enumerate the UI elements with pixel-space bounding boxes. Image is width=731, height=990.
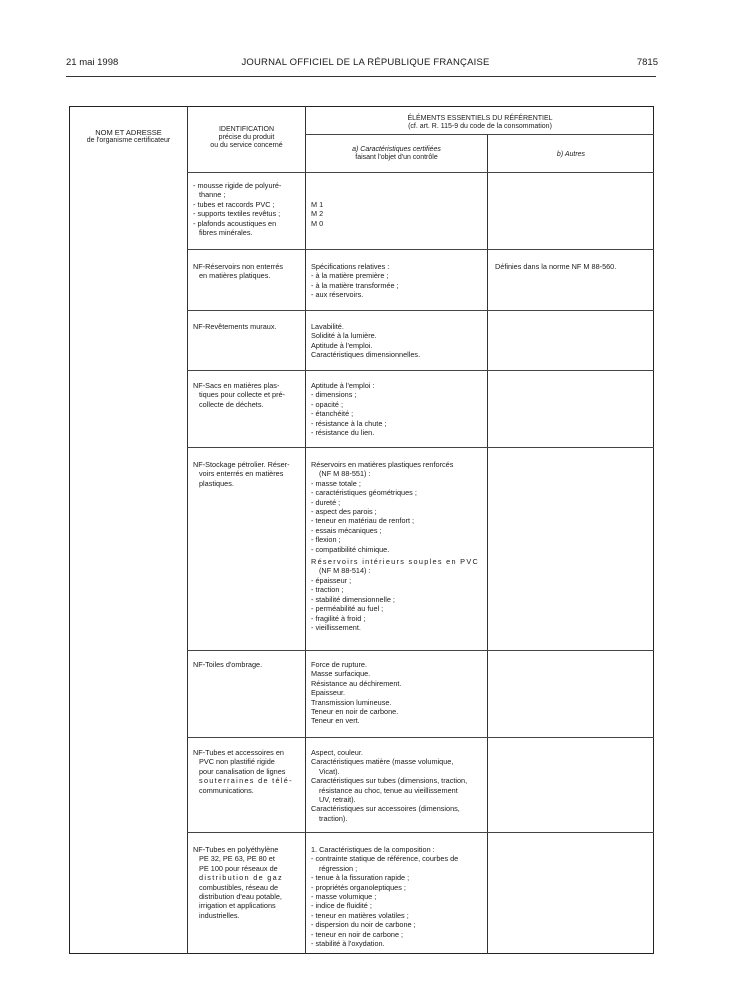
cell-line: Réservoirs en matières plastiques renforcés xyxy=(311,460,454,469)
row-divider xyxy=(187,832,654,833)
cell-line: 1. Caractéristiques de la composition : xyxy=(311,845,435,854)
cell-line: M 2 xyxy=(311,209,324,219)
cell-line: - opacité ; xyxy=(311,399,344,409)
cell-line: - épaisseur ; xyxy=(311,575,352,585)
cell-line: - résistance du lien. xyxy=(311,428,375,438)
cell-line xyxy=(311,181,323,190)
row-divider xyxy=(187,650,654,651)
cell-line: - étanchéité ; xyxy=(311,409,354,419)
column-divider xyxy=(187,106,188,954)
cell-line: - aux réservoirs. xyxy=(311,290,364,300)
column-header-b: b) Autres xyxy=(556,151,586,158)
cell-line: - dureté ; xyxy=(311,497,341,507)
cell-line: - dispersion du noir de carbone ; xyxy=(311,920,416,930)
cell-line: (NF M 88-514) : xyxy=(319,566,371,576)
cell-line: - supports textiles revêtus ; xyxy=(193,209,281,219)
cell-line: Aptitude à l'emploi. xyxy=(311,340,373,350)
column-header-a-line: faisant l'objet d'un contrôle xyxy=(355,154,438,161)
cell-line: - traction ; xyxy=(311,585,344,595)
table-row-5-ident xyxy=(193,660,262,669)
column-header-nom xyxy=(70,129,187,145)
cell-line: - stabilité à l'oxydation. xyxy=(311,939,385,949)
cell-line: - teneur en matériau de renfort ; xyxy=(311,516,415,526)
cell-line: Epaisseur. xyxy=(311,688,346,698)
cell-line: - mousse rigide de polyuré- xyxy=(193,181,282,190)
column-header-a-line: a) Caractéristiques certifiées xyxy=(352,146,441,153)
cell-line: Transmission lumineuse. xyxy=(311,697,392,707)
table-row-0-a xyxy=(311,181,323,228)
column-header-a xyxy=(306,146,487,162)
cell-line: - essais mécaniques ; xyxy=(311,525,382,535)
column-header-elements-title: ÉLÉMENTS ESSENTIELS DU RÉFÉRENTIEL xyxy=(407,115,553,122)
cell-line: PE 32, PE 63, PE 80 et xyxy=(199,854,275,864)
column-header-elements-subtitle: (cf. art. R. 115-9 du code de la consommation) xyxy=(408,123,552,130)
cell-line: NF-Stockage pétrolier. Réser- xyxy=(193,460,290,469)
cell-line: - fragilité à froid ; xyxy=(311,613,366,623)
cell-line: - à la matière transformée ; xyxy=(311,280,399,290)
column-divider xyxy=(487,134,488,954)
cell-line xyxy=(311,190,323,199)
row-divider xyxy=(187,447,654,448)
cell-line: - tubes et raccords PVC ; xyxy=(193,199,275,209)
cell-line: Lavabilité. xyxy=(311,322,344,331)
cell-line: Spécifications relatives : xyxy=(311,262,390,271)
cell-line: Aspect, couleur. xyxy=(311,748,363,757)
cell-line: UV, retrait). xyxy=(319,795,356,805)
cell-line: souterraines de télé- xyxy=(199,776,293,786)
row-divider xyxy=(187,249,654,250)
cell-line: - perméabilité au fuel ; xyxy=(311,604,384,614)
cell-line: pour canalisation de lignes xyxy=(199,766,286,776)
cell-line: Réservoirs intérieurs souples en PVC xyxy=(311,557,480,567)
table-row-2-ident xyxy=(193,322,277,331)
cell-line: - stabilité dimensionnelle ; xyxy=(311,594,395,604)
cell-line: communications. xyxy=(199,785,254,795)
table-row-4-a xyxy=(311,460,479,632)
cell-line: - masse volumique ; xyxy=(311,892,377,902)
cell-line: voirs enterrés en matières xyxy=(199,469,284,479)
column-divider xyxy=(305,106,306,954)
cell-line: en matières platiques. xyxy=(199,271,271,281)
cell-line: PVC non plastifié rigide xyxy=(199,757,275,767)
cell-line: - tenue à la fissuration rapide ; xyxy=(311,873,410,883)
cell-line: M 0 xyxy=(311,218,324,228)
cell-line: - plafonds acoustiques en xyxy=(193,218,277,228)
table-row-6-ident xyxy=(193,748,293,795)
cell-line: distribution de gaz xyxy=(199,873,283,883)
cell-line: - indice de fluidité ; xyxy=(311,901,372,911)
column-header-ident-line: ou du service concerné xyxy=(210,142,283,149)
cell-line: fibres minérales. xyxy=(199,228,253,238)
cell-line: NF-Réservoirs non enterrés xyxy=(193,262,284,271)
cell-line: NF-Tubes en polyéthylène xyxy=(193,845,279,854)
table-row-0-ident xyxy=(193,181,301,237)
cell-line: Teneur en vert. xyxy=(311,716,360,726)
cell-line: Masse surfacique. xyxy=(311,669,371,679)
cell-line: - à la matière première ; xyxy=(311,271,389,281)
table-row-7-ident xyxy=(193,845,283,920)
cell-line: Caractéristiques sur accessoires (dimensions, xyxy=(311,804,460,814)
column-header-nom-title: NOM ET ADRESSE xyxy=(95,128,162,137)
cell-line: - masse totale ; xyxy=(311,478,361,488)
table-row-5-a xyxy=(311,660,401,726)
cell-line: thanne ; xyxy=(199,190,226,200)
column-header-elements xyxy=(306,115,654,131)
cell-line: NF-Toiles d'ombrage. xyxy=(193,660,263,669)
cell-line: (NF M 88-551) : xyxy=(319,469,371,479)
cell-line: plastiques. xyxy=(199,478,234,488)
cell-line: - vieillissement. xyxy=(311,622,361,632)
cell-line: Solidité à la lumière. xyxy=(311,331,377,341)
cell-line: Caractéristiques matière (masse volumique, xyxy=(311,757,454,767)
table-row-1-b xyxy=(495,262,616,271)
cell-line: - flexion ; xyxy=(311,535,341,545)
column-header-identification xyxy=(188,126,305,150)
row-divider xyxy=(187,370,654,371)
cell-line: NF-Sacs en matières plas- xyxy=(193,381,280,390)
header-rule xyxy=(66,76,656,77)
row-divider xyxy=(187,737,654,738)
header-journal-title: JOURNAL OFFICIEL DE LA RÉPUBLIQUE FRANÇAISE xyxy=(241,57,490,68)
cell-line: - dimensions ; xyxy=(311,390,357,400)
cell-line: NF-Revêtements muraux. xyxy=(193,322,277,331)
header-date: 21 mai 1998 xyxy=(66,57,119,68)
cell-line: - contrainte statique de référence, courbes de xyxy=(311,854,459,864)
cell-line: distribution d'eau potable, xyxy=(199,892,282,902)
table-row-6-a xyxy=(311,748,467,823)
cell-line: Caractéristiques dimensionnelles. xyxy=(311,350,421,360)
row-divider xyxy=(187,310,654,311)
header-divider xyxy=(305,134,654,135)
cell-line: Teneur en noir de carbone. xyxy=(311,707,399,717)
cell-line: régression ; xyxy=(319,863,358,873)
cell-line: Résistance au déchirement. xyxy=(311,678,402,688)
table-row-7-a xyxy=(311,845,458,948)
cell-line: - teneur en matières volatiles ; xyxy=(311,910,409,920)
header-bottom-line xyxy=(187,172,654,173)
cell-line: industrielles. xyxy=(199,910,240,920)
cell-line: Définies dans la norme NF M 88-560. xyxy=(495,262,617,271)
column-header-nom-subtitle: de l'organisme certificateur xyxy=(86,137,171,144)
cell-line: traction). xyxy=(319,813,348,823)
cell-line: résistance au choc, tenue au vieillissement xyxy=(319,785,458,795)
cell-line: - teneur en noir de carbone ; xyxy=(311,929,404,939)
cell-line: Caractéristiques sur tubes (dimensions, traction, xyxy=(311,776,468,786)
cell-line: Force de rupture. xyxy=(311,660,367,669)
cell-line: NF-Tubes et accessoires en xyxy=(193,748,284,757)
table-row-1-a xyxy=(311,262,399,300)
cell-line: combustibles, réseau de xyxy=(199,882,279,892)
cell-line: collecte de déchets. xyxy=(199,399,264,409)
cell-line: Vicat). xyxy=(319,766,340,776)
table-row-3-ident xyxy=(193,381,285,409)
cell-line: - résistance à la chute ; xyxy=(311,418,387,428)
cell-line: - aspect des parois ; xyxy=(311,507,377,517)
cell-line: tiques pour collecte et pré- xyxy=(199,390,285,400)
table-row-1-ident xyxy=(193,262,283,281)
header-page-number: 7815 xyxy=(636,57,658,68)
cell-line: - caractéristiques géométriques ; xyxy=(311,488,417,498)
cell-line: - propriétés organoleptiques ; xyxy=(311,882,406,892)
cell-line: irrigation et applications xyxy=(199,901,276,911)
cell-line: M 1 xyxy=(311,199,324,209)
cell-line: PE 100 pour réseaux de xyxy=(199,863,278,873)
table-row-3-a xyxy=(311,381,386,437)
table-row-2-a xyxy=(311,322,420,360)
column-header-ident-line: précise du produit xyxy=(218,134,275,141)
cell-line: Aptitude à l'emploi : xyxy=(311,381,375,390)
table-row-4-ident xyxy=(193,460,290,488)
column-header-ident-title: IDENTIFICATION xyxy=(218,126,275,133)
cell-line: - compatibilité chimique. xyxy=(311,544,390,554)
